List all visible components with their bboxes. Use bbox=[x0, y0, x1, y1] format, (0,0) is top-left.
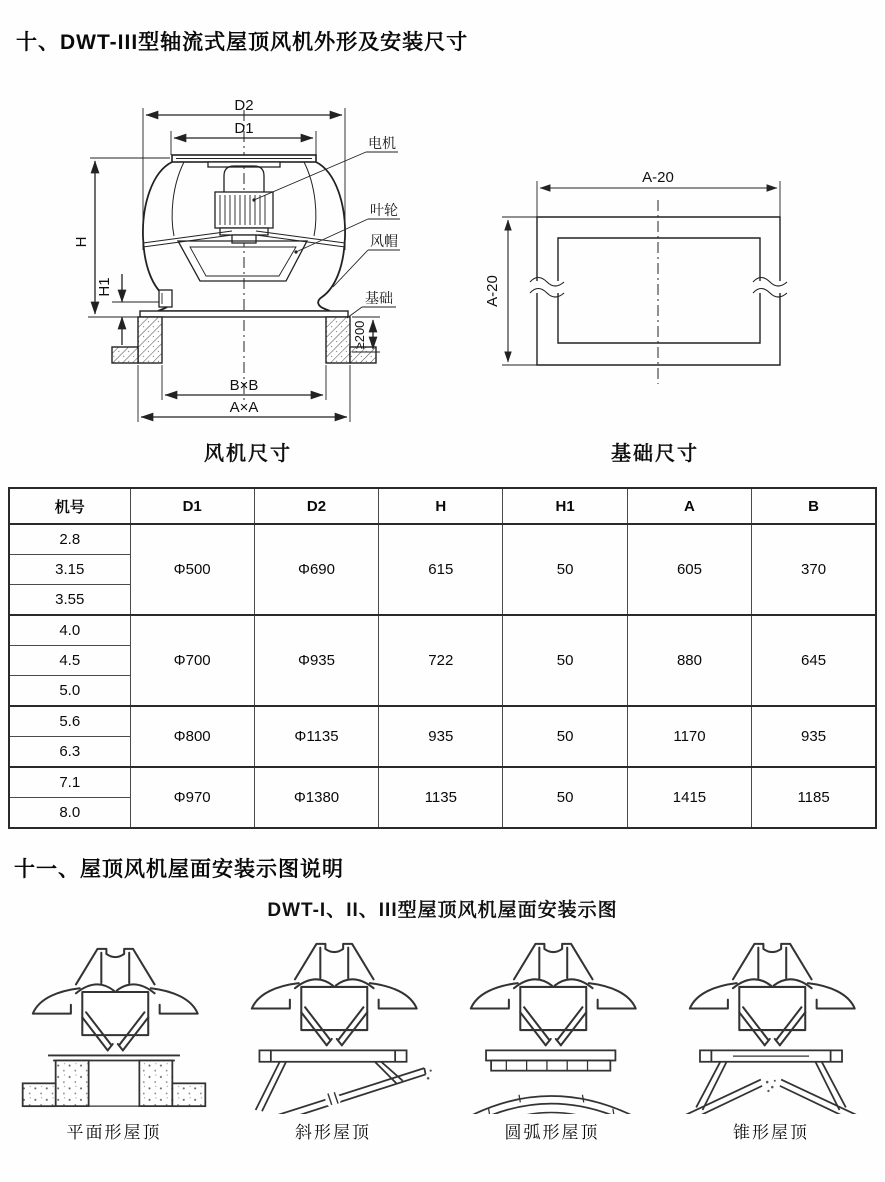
flat-roof-drawing bbox=[10, 936, 218, 1114]
dim-h: H bbox=[73, 236, 90, 248]
section10-title: 十、DWT-III型轴流式屋顶风机外形及安装尺寸 bbox=[16, 31, 469, 54]
col-header-model: 机号 bbox=[9, 488, 130, 524]
d1-cell: Φ970 bbox=[130, 767, 254, 828]
wind-cap-left bbox=[143, 162, 172, 311]
b-cell: 935 bbox=[752, 706, 876, 767]
conical-roof-drawing bbox=[667, 936, 875, 1114]
fan-drawing-caption: 风机尺寸 bbox=[204, 443, 292, 465]
d1-cell: Φ700 bbox=[130, 615, 254, 706]
model-cell: 4.0 bbox=[9, 615, 130, 646]
foundation-drawing-caption: 基础尺寸 bbox=[611, 443, 699, 465]
section11-subtitle: DWT-I、II、III型屋顶风机屋面安装示图 bbox=[267, 900, 618, 921]
d1-cell: Φ800 bbox=[130, 706, 254, 767]
a-cell: 1415 bbox=[627, 767, 751, 828]
arc-roof-caption: 圆弧形屋顶 bbox=[504, 1123, 600, 1142]
h-cell: 935 bbox=[379, 706, 503, 767]
conical-roof-caption: 锥形屋顶 bbox=[733, 1123, 809, 1142]
model-cell: 7.1 bbox=[9, 767, 130, 798]
table-row bbox=[9, 615, 876, 646]
h1-cell: 50 bbox=[503, 524, 627, 615]
dim-d1: D1 bbox=[234, 120, 254, 137]
a-cell: 605 bbox=[627, 524, 751, 615]
diagram-sloped-roof bbox=[225, 936, 441, 1143]
dimension-table bbox=[8, 487, 877, 829]
table-row bbox=[9, 524, 876, 555]
foundation-dimension-drawing bbox=[478, 158, 882, 390]
model-cell: 5.6 bbox=[9, 706, 130, 737]
model-cell: 2.8 bbox=[9, 524, 130, 555]
d2-cell: Φ1380 bbox=[254, 767, 378, 828]
diagram-arc-roof bbox=[444, 936, 660, 1143]
model-cell: 3.15 bbox=[9, 555, 130, 585]
roof-installation-diagrams bbox=[0, 936, 885, 1143]
dim-min-200: ≥200 bbox=[352, 320, 367, 350]
diagram-flat-roof bbox=[6, 936, 222, 1143]
impeller-label: 叶轮 bbox=[370, 202, 398, 218]
h-cell: 722 bbox=[379, 615, 503, 706]
b-cell: 370 bbox=[752, 524, 876, 615]
h1-cell: 50 bbox=[503, 615, 627, 706]
d2-cell: Φ690 bbox=[254, 524, 378, 615]
b-cell: 1185 bbox=[752, 767, 876, 828]
found-dim-height: A-20 bbox=[484, 275, 501, 307]
col-header-a: A bbox=[627, 488, 751, 524]
motor-label: 电机 bbox=[368, 135, 396, 151]
flat-roof-caption: 平面形屋顶 bbox=[66, 1123, 162, 1142]
model-cell: 3.55 bbox=[9, 585, 130, 616]
sloped-roof-caption: 斜形屋顶 bbox=[295, 1123, 371, 1142]
h1-cell: 50 bbox=[503, 767, 627, 828]
dim-d2: D2 bbox=[234, 97, 254, 114]
col-header-h1: H1 bbox=[503, 488, 627, 524]
break-mark-left bbox=[530, 278, 564, 298]
model-cell: 5.0 bbox=[9, 676, 130, 707]
h-cell: 1135 bbox=[379, 767, 503, 828]
section11-title: 十一、屋顶风机屋面安装示图说明 bbox=[14, 858, 344, 881]
h-cell: 615 bbox=[379, 524, 503, 615]
model-cell: 4.5 bbox=[9, 646, 130, 676]
found-dim-width: A-20 bbox=[642, 169, 674, 186]
col-header-h: H bbox=[379, 488, 503, 524]
fan-dimension-drawing bbox=[58, 93, 470, 437]
motor-body bbox=[215, 192, 273, 228]
col-header-d2: D2 bbox=[254, 488, 378, 524]
d2-cell: Φ935 bbox=[254, 615, 378, 706]
table-header-row bbox=[9, 488, 876, 524]
col-header-d1: D1 bbox=[130, 488, 254, 524]
foundation-inner bbox=[558, 238, 760, 343]
table-row bbox=[9, 767, 876, 798]
break-mark-right bbox=[753, 278, 787, 298]
model-cell: 6.3 bbox=[9, 737, 130, 768]
arc-roof-drawing bbox=[448, 936, 656, 1114]
handle bbox=[159, 290, 172, 307]
d2-cell: Φ1135 bbox=[254, 706, 378, 767]
a-cell: 1170 bbox=[627, 706, 751, 767]
hood-label: 风帽 bbox=[370, 233, 398, 249]
dim-bxb: B×B bbox=[229, 377, 259, 394]
dim-axa: A×A bbox=[229, 399, 259, 416]
model-cell: 8.0 bbox=[9, 798, 130, 829]
b-cell: 645 bbox=[752, 615, 876, 706]
diagram-conical-roof bbox=[663, 936, 879, 1143]
base-flange bbox=[140, 311, 348, 317]
a-cell: 880 bbox=[627, 615, 751, 706]
foundation-label: 基础 bbox=[365, 290, 393, 306]
sloped-roof-drawing bbox=[229, 936, 437, 1114]
table-row bbox=[9, 706, 876, 737]
h1-cell: 50 bbox=[503, 706, 627, 767]
d1-cell: Φ500 bbox=[130, 524, 254, 615]
col-header-b: B bbox=[752, 488, 876, 524]
dim-h1: H1 bbox=[96, 277, 113, 297]
